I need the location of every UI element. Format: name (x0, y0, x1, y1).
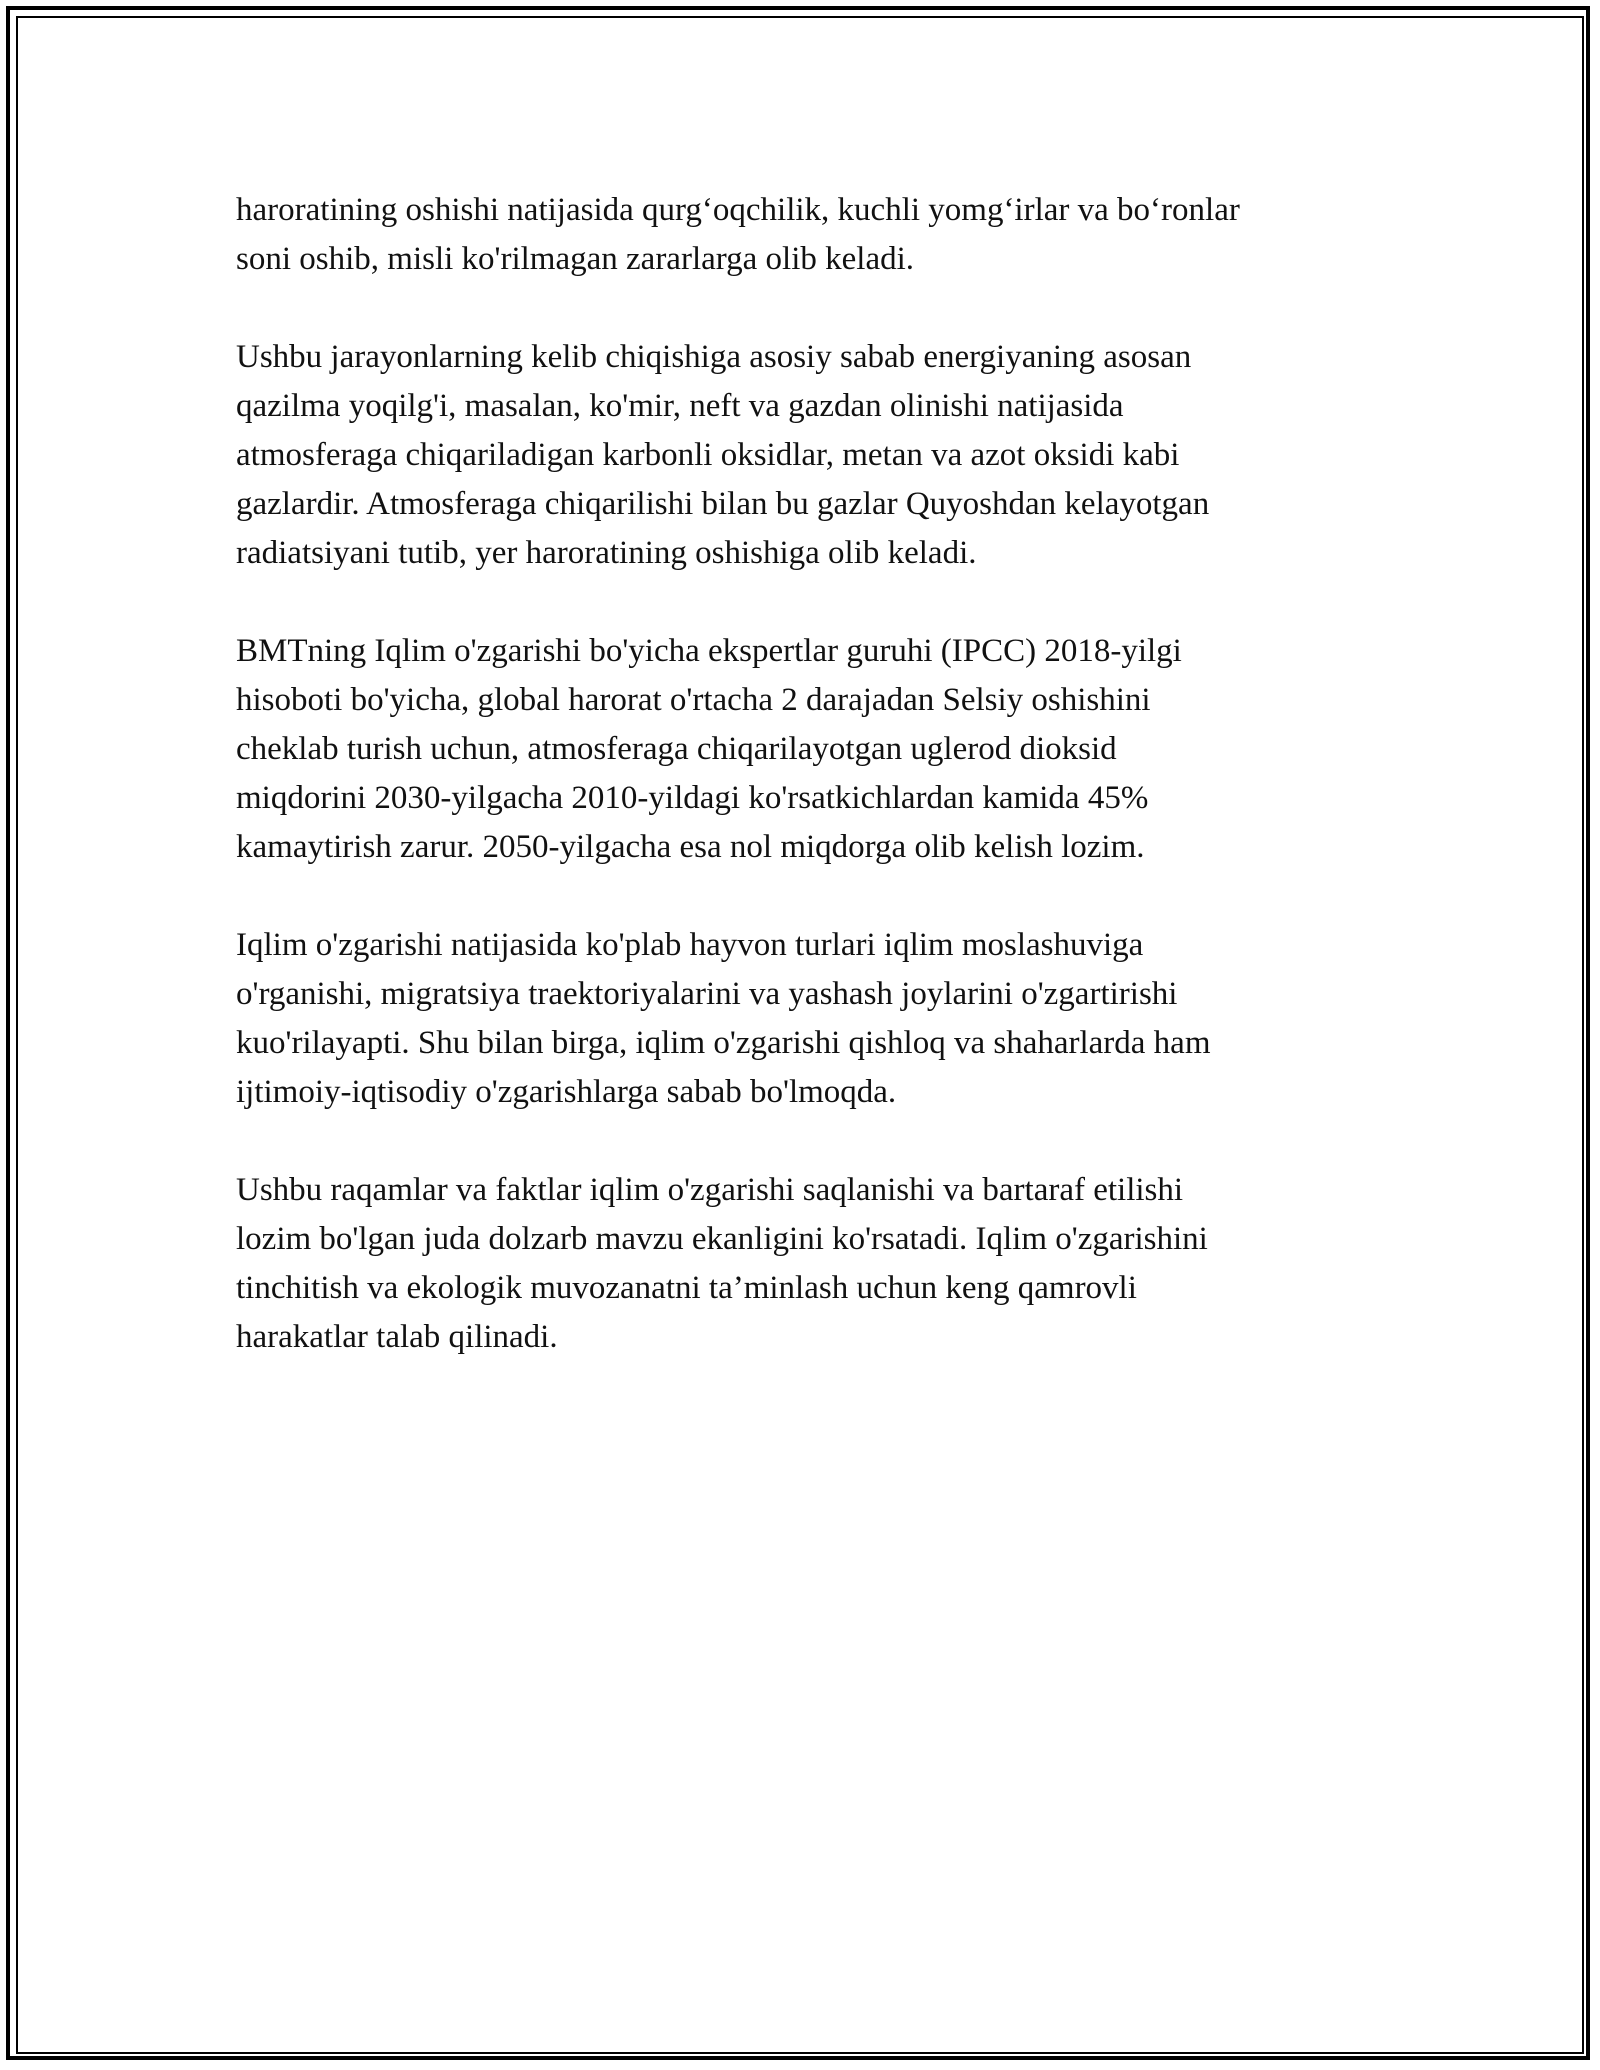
paragraph-3 (236, 627, 1366, 872)
text-line: gazlardir. Atmosferaga chiqarilishi bilan bu gazlar Quyoshdan kelayotgan (236, 486, 1210, 522)
text-line: harakatlar talab qilinadi. (236, 1319, 558, 1355)
paragraph-1 (236, 186, 1366, 284)
text-line: tinchitish va ekologik muvozanatni ta’minlash uchun keng qamrovli (236, 1270, 1137, 1306)
text-line: atmosferaga chiqariladigan karbonli oksidlar, metan va azot oksidi kabi (236, 437, 1180, 473)
text-line: soni oshib, misli ko'rilmagan zararlarga olib keladi. (236, 241, 915, 277)
paragraph-4 (236, 921, 1366, 1117)
text-line: kamaytirish zarur. 2050-yilgacha esa nol miqdorga olib kelish lozim. (236, 829, 1145, 865)
text-line: Iqlim o'zgarishi natijasida ko'plab hayvon turlari iqlim moslashuviga (236, 927, 1144, 963)
text-line: o'rganishi, migratsiya traektoriyalarini va yashash joylarini o'zgartirishi (236, 976, 1178, 1012)
text-line: kuo'rilayapti. Shu bilan birga, iqlim o'zgarishi qishloq va shaharlarda ham (236, 1025, 1211, 1061)
text-line: haroratining oshishi natijasida qurg‘oqchilik, kuchli yomg‘irlar va bo‘ronlar (236, 192, 1240, 228)
paragraph-5 (236, 1166, 1366, 1362)
text-line: radiatsiyani tutib, yer haroratining oshishiga olib keladi. (236, 535, 977, 571)
text-line: ijtimoiy-iqtisodiy o'zgarishlarga sabab bo'lmoqda. (236, 1074, 897, 1110)
text-line: cheklab turish uchun, atmosferaga chiqarilayotgan uglerod dioksid (236, 731, 1117, 767)
paragraph-2 (236, 333, 1366, 578)
text-line: lozim bo'lgan juda dolzarb mavzu ekanligini ko'rsatadi. Iqlim o'zgarishini (236, 1221, 1208, 1257)
text-line: BMTning Iqlim o'zgarishi bo'yicha ekspertlar guruhi (IPCC) 2018-yilgi (236, 633, 1182, 669)
text-line: Ushbu jarayonlarning kelib chiqishiga asosiy sabab energiyaning asosan (236, 339, 1192, 375)
text-line: Ushbu raqamlar va faktlar iqlim o'zgarishi saqlanishi va bartaraf etilishi (236, 1172, 1184, 1208)
text-line: qazilma yoqilg'i, masalan, ko'mir, neft va gazdan olinishi natijasida (236, 388, 1124, 424)
document-body (236, 186, 1366, 1362)
text-line: hisoboti bo'yicha, global harorat o'rtacha 2 darajadan Selsiy oshishini (236, 682, 1151, 718)
text-line: miqdorini 2030-yilgacha 2010-yildagi ko'rsatkichlardan kamida 45% (236, 780, 1149, 816)
